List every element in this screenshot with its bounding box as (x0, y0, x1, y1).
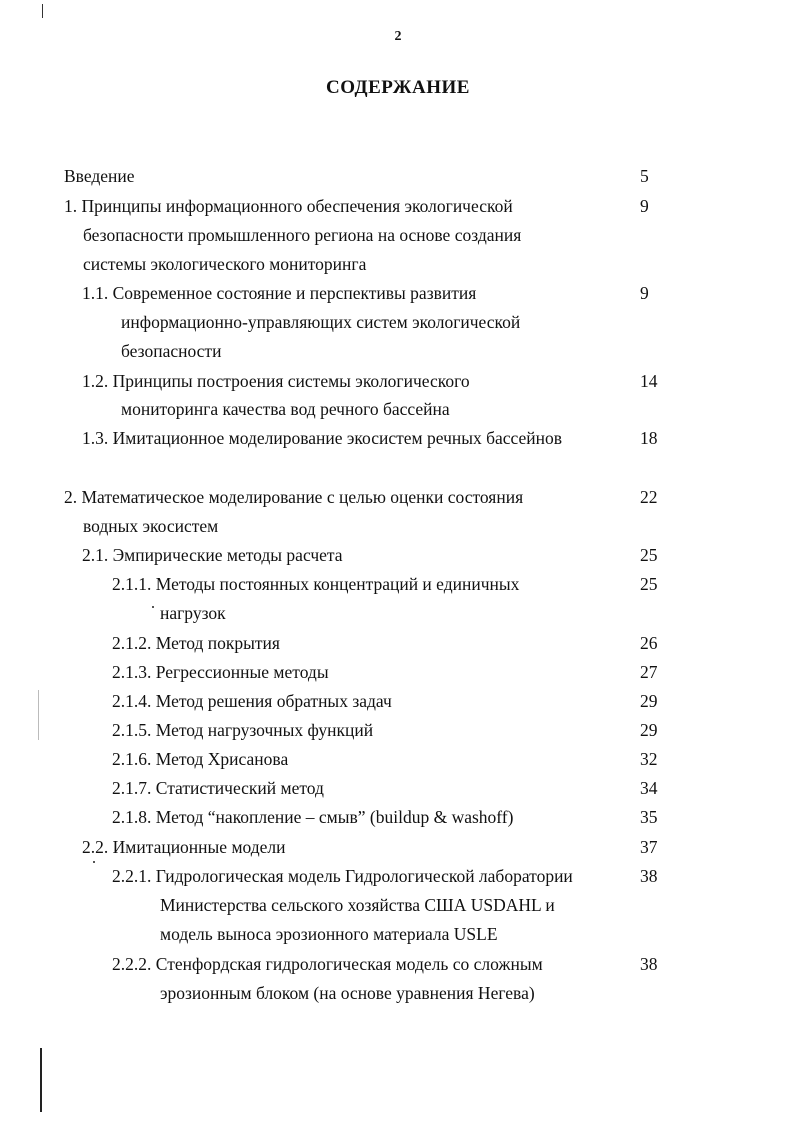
toc-entry-title: 2.1.7. Статистический метод (112, 778, 324, 798)
toc-entry-title: 2.1.3. Регрессионные методы (112, 662, 329, 682)
page-number: 2 (394, 29, 402, 44)
toc-page-number: 37 (640, 837, 658, 857)
toc-page-number: 29 (640, 720, 658, 740)
toc-page-number: 18 (640, 428, 658, 448)
toc-entry-continuation: информационно-управляющих систем экологической (121, 312, 521, 332)
toc-entry-title: 2.2.2. Стенфордская гидрологическая модель со сложным (112, 954, 543, 974)
toc-entry-title: 1. Принципы информационного обеспечения экологической (64, 196, 513, 216)
toc-entry-continuation: эрозионным блоком (на основе уравнения Негева) (160, 983, 535, 1003)
toc-page-number: 25 (640, 545, 658, 565)
toc-page-number: 38 (640, 866, 658, 886)
toc-entry-continuation: нагрузок (160, 603, 226, 623)
toc-entry-title: 2.1.5. Метод нагрузочных функций (112, 720, 374, 740)
toc-entry-title: 2.2. Имитационные модели (82, 837, 286, 857)
toc-page-number: 9 (640, 196, 649, 216)
toc-entry-continuation: мониторинга качества вод речного бассейна (121, 399, 450, 419)
toc-page-number: 35 (640, 807, 658, 827)
toc-page-number: 22 (640, 487, 658, 507)
toc-entry-continuation: водных экосистем (83, 516, 219, 536)
toc-entry-title: 1.3. Имитационное моделирование экосистем речных бассейнов (82, 428, 563, 448)
toc-page-number: 5 (640, 166, 649, 186)
page-title: СОДЕРЖАНИЕ (326, 77, 470, 98)
toc-page-number: 9 (640, 283, 649, 303)
toc-entry-continuation: безопасности промышленного региона на основе создания (83, 225, 522, 245)
toc-entry-title: 2.1.4. Метод решения обратных задач (112, 691, 392, 711)
toc-entry-title: Введение (64, 166, 135, 186)
toc-page-number: 38 (640, 954, 658, 974)
toc-page-number: 26 (640, 633, 658, 653)
toc-page-number: 25 (640, 574, 658, 594)
toc-page-number: 29 (640, 691, 658, 711)
toc-entry-title: 2.1.1. Методы постоянных концентраций и единичных (112, 574, 520, 594)
toc-entry-continuation: Министерства сельского хозяйства США USDAHL и (160, 895, 555, 915)
toc-page-number: 32 (640, 749, 658, 769)
toc-page-number: 34 (640, 778, 658, 798)
toc-entry-continuation: безопасности (121, 341, 222, 361)
toc-entry-title: 2.1.6. Метод Хрисанова (112, 749, 289, 769)
toc-page-number: 14 (640, 371, 658, 391)
toc-entry-continuation: системы экологического мониторинга (83, 254, 367, 274)
toc-entry-continuation: модель выноса эрозионного материала USLE (160, 924, 498, 944)
toc-entry-title: 2.1.8. Метод “накопление – смыв” (buildup & washoff) (112, 807, 514, 827)
toc-page-number: 27 (640, 662, 658, 682)
toc-entry-title: 1.2. Принципы построения системы экологического (82, 371, 470, 391)
toc-entry-title: 2. Математическое моделирование с целью оценки состояния (64, 487, 524, 507)
toc-entry-title: 2.2.1. Гидрологическая модель Гидрологической лаборатории (112, 866, 573, 886)
toc-entry-title: 2.1. Эмпирические методы расчета (82, 545, 343, 565)
toc-entry-title: 2.1.2. Метод покрытия (112, 633, 280, 653)
toc-entry-title: 1.1. Современное состояние и перспективы развития (82, 283, 477, 303)
